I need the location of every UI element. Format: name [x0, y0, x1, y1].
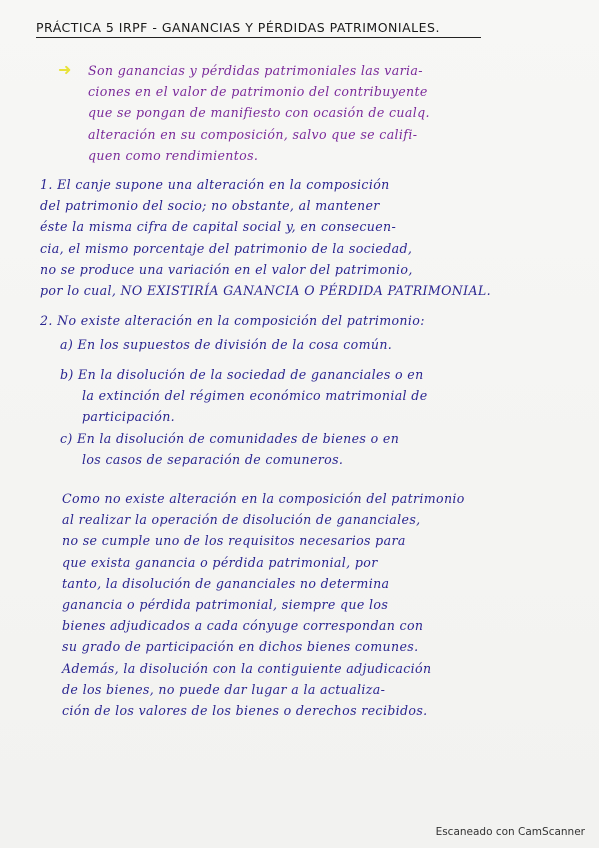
item-a-line: a) En los supuestos de división de la cosa común. — [60, 337, 393, 352]
item-b-line: participación. — [82, 409, 176, 425]
item-b-line: la extinción del régimen económico matrimonial de — [82, 388, 428, 404]
conclusion-line: bienes adjudicados a cada cónyuge correspondan con — [62, 618, 424, 634]
point-1-line: cia, el mismo porcentaje del patrimonio de la sociedad, — [40, 240, 413, 256]
point-2-heading-text: 2. No existe alteración en la composición del patrimonio: — [40, 313, 425, 328]
intro-line: Son ganancias y pérdidas patrimoniales las varia- — [88, 63, 423, 78]
point-1-line: éste la misma cifra de capital social y, en consecuen- — [40, 219, 397, 235]
conclusion-line: su grado de participación en dichos bienes comunes. — [62, 639, 419, 655]
conclusion-paragraph — [62, 488, 465, 721]
conclusion-line: no se cumple uno de los requisitos necesarios para — [62, 533, 406, 549]
intro-line: alteración en su composición, salvo que se califi- — [88, 126, 418, 142]
intro-line: quen como rendimientos. — [88, 147, 259, 163]
point-1-line: por lo cual, NO EXISTIRÍA GANANCIA O PÉRDIDA PATRIMONIAL. — [40, 283, 491, 299]
conclusion-line: Además, la disolución con la contiguiente adjudicación — [62, 660, 432, 676]
point-1-paragraph — [40, 174, 491, 301]
right-arrow-icon: ➜ — [58, 60, 72, 79]
item-c-line: c) En la disolución de comunidades de bienes o en — [60, 431, 400, 446]
point-1-line: no se produce una variación en el valor del patrimonio, — [40, 261, 413, 277]
conclusion-line: Como no existe alteración en la composición del patrimonio — [62, 491, 465, 506]
point-2-item-b — [60, 364, 428, 428]
conclusion-line: de los bienes, no puede dar lugar a la actualiza- — [62, 681, 386, 697]
conclusion-line: que exista ganancia o pérdida patrimonial, por — [62, 554, 378, 570]
point-2-heading — [40, 310, 425, 331]
intro-line: que se pongan de manifiesto con ocasión de cualq. — [88, 105, 430, 121]
point-1-line: del patrimonio del socio; no obstante, al mantener — [40, 198, 380, 214]
conclusion-line: al realizar la operación de disolución de gananciales, — [62, 512, 421, 528]
intro-paragraph — [88, 60, 430, 166]
point-1-line: 1. El canje supone una alteración en la composición — [40, 177, 390, 192]
conclusion-line: ganancia o pérdida patrimonial, siempre que los — [62, 597, 389, 613]
point-2-item-a — [60, 334, 392, 355]
conclusion-line: tanto, la disolución de gananciales no determina — [62, 575, 390, 591]
page-title: PRÁCTICA 5 IRPF - GANANCIAS Y PÉRDIDAS PATRIMONIALES. — [36, 20, 576, 35]
scanner-watermark: Escaneado con CamScanner — [435, 826, 585, 838]
item-b-line: b) En la disolución de la sociedad de gananciales o en — [60, 367, 424, 382]
conclusion-line: ción de los valores de los bienes o derechos recibidos. — [62, 703, 428, 719]
intro-line: ciones en el valor de patrimonio del contribuyente — [88, 84, 428, 100]
point-2-item-c — [60, 428, 399, 470]
item-c-line: los casos de separación de comuneros. — [82, 452, 344, 468]
